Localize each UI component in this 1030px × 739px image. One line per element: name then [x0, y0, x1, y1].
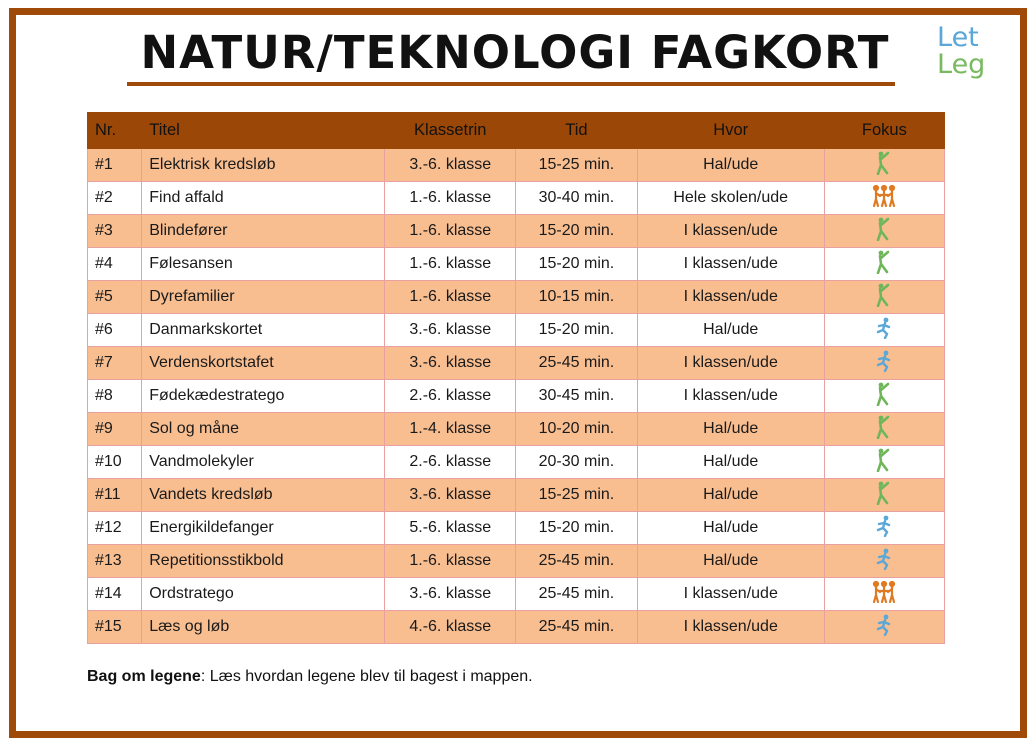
cell-hvor: Hal/ude — [637, 446, 824, 479]
cell-klassetrin: 1.-6. klasse — [385, 545, 516, 578]
cell-tid: 25-45 min. — [516, 611, 637, 644]
table-row — [88, 215, 945, 248]
cell-nr: #11 — [88, 479, 142, 512]
green-figure-icon — [876, 448, 892, 477]
cell-tid: 25-45 min. — [516, 545, 637, 578]
cell-titel: Ordstratego — [142, 578, 385, 611]
cell-titel: Elektrisk kredsløb — [142, 149, 385, 182]
blue-runner-icon — [875, 515, 893, 542]
cell-klassetrin: 2.-6. klasse — [385, 446, 516, 479]
cell-hvor: I klassen/ude — [637, 380, 824, 413]
table-row — [88, 182, 945, 215]
cell-nr: #2 — [88, 182, 142, 215]
cell-tid: 15-20 min. — [516, 215, 637, 248]
green-figure-icon — [876, 382, 892, 411]
cell-tid: 15-25 min. — [516, 149, 637, 182]
green-figure-icon — [876, 217, 892, 246]
title-underline — [127, 82, 895, 86]
cell-titel: Blindefører — [142, 215, 385, 248]
cell-nr: #7 — [88, 347, 142, 380]
cell-titel: Dyrefamilier — [142, 281, 385, 314]
cell-klassetrin: 3.-6. klasse — [385, 314, 516, 347]
cell-titel: Repetitionsstikbold — [142, 545, 385, 578]
logo-line-2: Leg — [937, 49, 986, 80]
col-header-hvor: Hvor — [637, 113, 824, 149]
cell-tid: 30-40 min. — [516, 182, 637, 215]
cell-nr: #8 — [88, 380, 142, 413]
blue-runner-icon — [875, 317, 893, 344]
cell-fokus — [824, 215, 944, 248]
cell-hvor: I klassen/ude — [637, 281, 824, 314]
cell-fokus — [824, 479, 944, 512]
green-figure-icon — [876, 415, 892, 444]
cell-hvor: I klassen/ude — [637, 347, 824, 380]
table-row — [88, 545, 945, 578]
cell-tid: 20-30 min. — [516, 446, 637, 479]
cell-nr: #15 — [88, 611, 142, 644]
cell-nr: #5 — [88, 281, 142, 314]
cell-hvor: I klassen/ude — [637, 578, 824, 611]
table-row — [88, 611, 945, 644]
cell-nr: #12 — [88, 512, 142, 545]
table-row — [88, 380, 945, 413]
table-row — [88, 446, 945, 479]
cell-hvor: Hal/ude — [637, 479, 824, 512]
cell-titel: Fødekædestratego — [142, 380, 385, 413]
col-header-titel: Titel — [142, 113, 385, 149]
cell-klassetrin: 5.-6. klasse — [385, 512, 516, 545]
table-row — [88, 314, 945, 347]
cell-titel: Vandmolekyler — [142, 446, 385, 479]
table-row — [88, 479, 945, 512]
cell-klassetrin: 1.-4. klasse — [385, 413, 516, 446]
cell-nr: #9 — [88, 413, 142, 446]
cell-titel: Læs og løb — [142, 611, 385, 644]
cell-hvor: I klassen/ude — [637, 611, 824, 644]
cell-fokus — [824, 512, 944, 545]
cell-hvor: Hal/ude — [637, 545, 824, 578]
cell-klassetrin: 3.-6. klasse — [385, 347, 516, 380]
col-header-tid: Tid — [516, 113, 637, 149]
cell-fokus — [824, 446, 944, 479]
cell-fokus — [824, 281, 944, 314]
cell-klassetrin: 3.-6. klasse — [385, 578, 516, 611]
cell-fokus — [824, 413, 944, 446]
cell-titel: Vandets kredsløb — [142, 479, 385, 512]
cell-tid: 15-20 min. — [516, 248, 637, 281]
cell-fokus — [824, 380, 944, 413]
cell-fokus — [824, 314, 944, 347]
blue-runner-icon — [875, 350, 893, 377]
cell-titel: Danmarkskortet — [142, 314, 385, 347]
cell-tid: 15-20 min. — [516, 512, 637, 545]
cell-tid: 25-45 min. — [516, 578, 637, 611]
orange-group-icon — [871, 184, 897, 213]
cell-fokus — [824, 545, 944, 578]
cell-fokus — [824, 347, 944, 380]
col-header-fokus: Fokus — [824, 113, 944, 149]
cell-klassetrin: 3.-6. klasse — [385, 149, 516, 182]
col-header-nr: Nr. — [88, 113, 142, 149]
footer-text: : Læs hvordan legene blev til bagest i mappen. — [200, 668, 533, 685]
green-figure-icon — [876, 481, 892, 510]
cell-klassetrin: 4.-6. klasse — [385, 611, 516, 644]
table-row — [88, 347, 945, 380]
cell-klassetrin: 3.-6. klasse — [385, 479, 516, 512]
cell-nr: #4 — [88, 248, 142, 281]
cell-tid: 10-20 min. — [516, 413, 637, 446]
cell-tid: 10-15 min. — [516, 281, 637, 314]
page-title: NATUR/TEKNOLOGI FAGKORT — [140, 26, 890, 79]
cell-fokus — [824, 611, 944, 644]
cell-klassetrin: 1.-6. klasse — [385, 281, 516, 314]
table-header-row — [88, 113, 945, 149]
table-row — [88, 578, 945, 611]
blue-runner-icon — [875, 614, 893, 641]
green-figure-icon — [876, 151, 892, 180]
cell-titel: Find affald — [142, 182, 385, 215]
cell-titel: Følesansen — [142, 248, 385, 281]
table-row — [88, 413, 945, 446]
footer-note — [87, 668, 533, 686]
table-row — [88, 149, 945, 182]
cell-klassetrin: 1.-6. klasse — [385, 215, 516, 248]
cell-titel: Verdenskortstafet — [142, 347, 385, 380]
cell-tid: 15-20 min. — [516, 314, 637, 347]
cell-fokus — [824, 578, 944, 611]
cell-hvor: Hal/ude — [637, 512, 824, 545]
cell-hvor: Hal/ude — [637, 314, 824, 347]
cell-nr: #6 — [88, 314, 142, 347]
orange-group-icon — [871, 580, 897, 609]
cell-hvor: Hele skolen/ude — [637, 182, 824, 215]
cell-nr: #13 — [88, 545, 142, 578]
table-row — [88, 512, 945, 545]
green-figure-icon — [876, 283, 892, 312]
cell-hvor: I klassen/ude — [637, 215, 824, 248]
col-header-klassetrin: Klassetrin — [385, 113, 516, 149]
cell-nr: #10 — [88, 446, 142, 479]
cell-klassetrin: 1.-6. klasse — [385, 182, 516, 215]
cell-klassetrin: 1.-6. klasse — [385, 248, 516, 281]
green-figure-icon — [876, 250, 892, 279]
cell-fokus — [824, 182, 944, 215]
table-row — [88, 248, 945, 281]
cell-klassetrin: 2.-6. klasse — [385, 380, 516, 413]
cell-nr: #3 — [88, 215, 142, 248]
cell-nr: #1 — [88, 149, 142, 182]
cell-hvor: Hal/ude — [637, 149, 824, 182]
cell-titel: Sol og måne — [142, 413, 385, 446]
blue-runner-icon — [875, 548, 893, 575]
footer-bold: Bag om legene — [87, 668, 201, 685]
cell-hvor: Hal/ude — [637, 413, 824, 446]
cell-tid: 15-25 min. — [516, 479, 637, 512]
cell-hvor: I klassen/ude — [637, 248, 824, 281]
games-table — [87, 112, 945, 644]
cell-titel: Energikildefanger — [142, 512, 385, 545]
cell-fokus — [824, 248, 944, 281]
cell-fokus — [824, 149, 944, 182]
cell-tid: 30-45 min. — [516, 380, 637, 413]
letleg-logo — [937, 24, 985, 78]
table-body — [88, 149, 945, 644]
table-row — [88, 281, 945, 314]
cell-nr: #14 — [88, 578, 142, 611]
logo-line-1: Let — [937, 22, 979, 53]
cell-tid: 25-45 min. — [516, 347, 637, 380]
